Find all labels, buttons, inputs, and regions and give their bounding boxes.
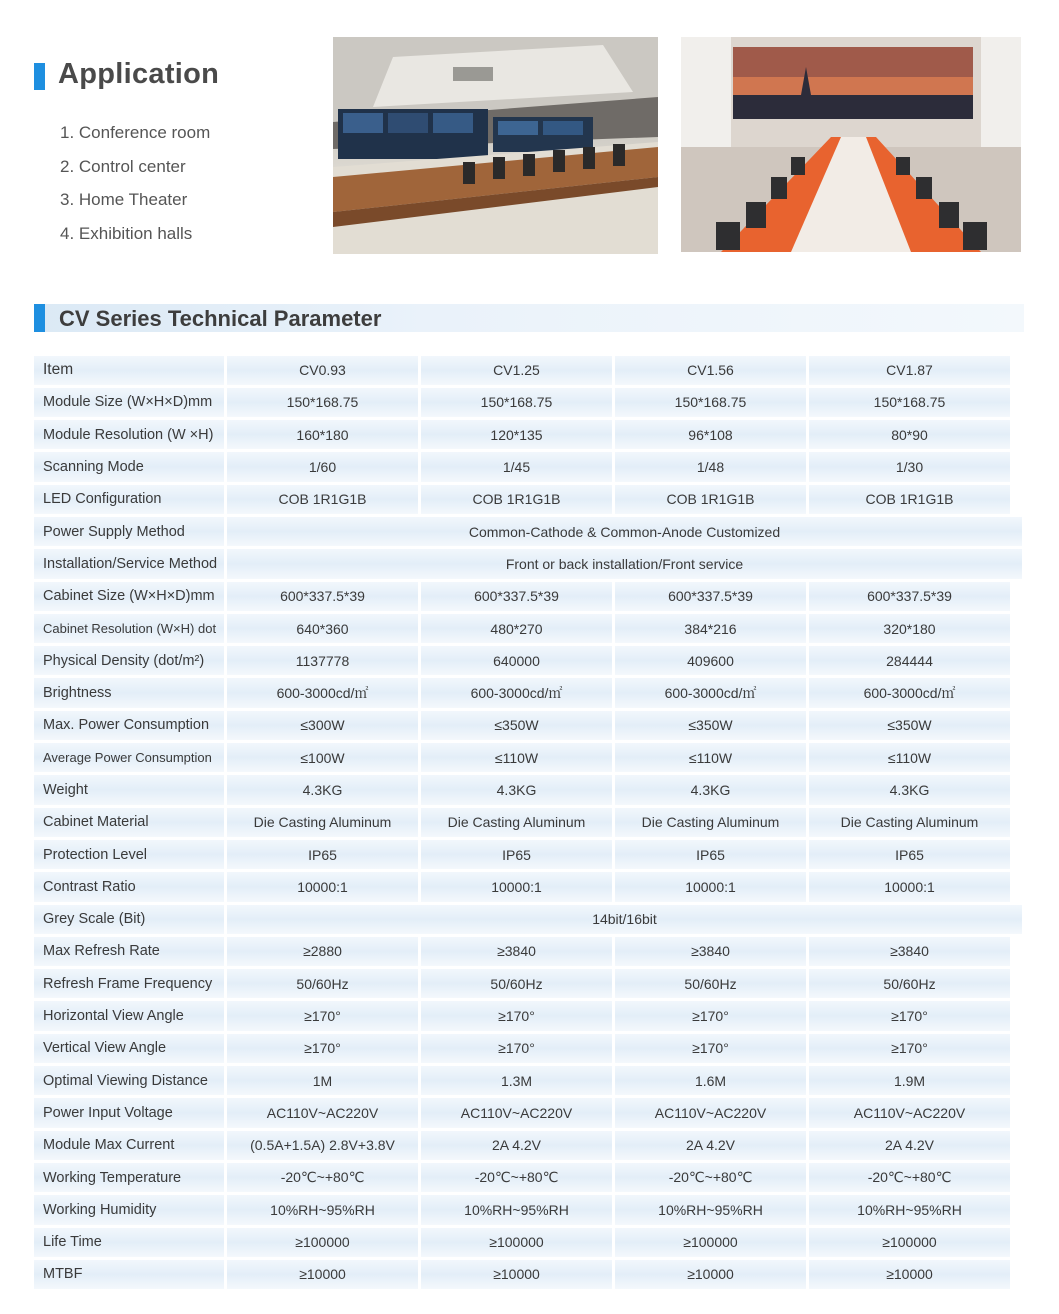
- row-value: 160*180: [227, 420, 418, 449]
- application-item: 1. Conference room: [60, 123, 211, 142]
- row-value: IP65: [809, 840, 1010, 869]
- row-value: 4.3KG: [227, 775, 418, 804]
- row-value-merged: Common-Cathode & Common-Anode Customized: [227, 517, 1022, 546]
- row-value: ≤350W: [809, 711, 1010, 740]
- row-label: Scanning Mode: [34, 452, 224, 481]
- row-value: ≥2880: [227, 937, 418, 966]
- row-value: ≥3840: [421, 937, 612, 966]
- header-cell-model: CV0.93: [227, 356, 418, 385]
- row-value: ≤350W: [615, 711, 806, 740]
- row-value: 2A 4.2V: [421, 1131, 612, 1160]
- table-row: [34, 1000, 1022, 1032]
- row-value: ≤300W: [227, 711, 418, 740]
- row-value: ≤110W: [615, 743, 806, 772]
- row-value: ≥170°: [615, 1001, 806, 1030]
- row-value: Die Casting Aluminum: [615, 808, 806, 837]
- row-value: ≥100000: [809, 1228, 1010, 1257]
- row-value: ≥10000: [809, 1260, 1010, 1289]
- conference-room-photo: [681, 37, 1021, 252]
- row-value: ≥170°: [809, 1034, 1010, 1063]
- row-value: 50/60Hz: [421, 969, 612, 998]
- row-value: -20℃~+80℃: [809, 1163, 1010, 1192]
- table-row: [34, 1129, 1022, 1161]
- row-value: ≥170°: [615, 1034, 806, 1063]
- row-value: 4.3KG: [615, 775, 806, 804]
- table-row: [34, 806, 1022, 838]
- row-value: ≥10000: [227, 1260, 418, 1289]
- row-value: 640000: [421, 646, 612, 675]
- row-label: Installation/Service Method: [34, 549, 224, 578]
- row-label: Grey Scale (Bit): [34, 905, 224, 934]
- row-value: 1.3M: [421, 1066, 612, 1095]
- row-label: Working Temperature: [34, 1163, 224, 1192]
- row-label: MTBF: [34, 1260, 224, 1289]
- row-value: 320*180: [809, 614, 1010, 643]
- table-row: [34, 871, 1022, 903]
- row-label: Cabinet Resolution (W×H) dot: [34, 614, 224, 643]
- row-label: Working Humidity: [34, 1195, 224, 1224]
- row-label: Cabinet Size (W×H×D)mm: [34, 582, 224, 611]
- table-row: [34, 774, 1022, 806]
- header-cell-item: Item: [34, 356, 224, 385]
- application-item: 4. Exhibition halls: [60, 223, 193, 243]
- row-value: 600-3000cd/㎡: [809, 678, 1010, 707]
- row-value: 50/60Hz: [615, 969, 806, 998]
- table-row: [34, 903, 1022, 935]
- row-value: 150*168.75: [227, 388, 418, 417]
- table-row: [34, 612, 1022, 644]
- row-label: Weight: [34, 775, 224, 804]
- header-cell-model: CV1.25: [421, 356, 612, 385]
- row-label: Power Supply Method: [34, 517, 224, 546]
- row-label: Protection Level: [34, 840, 224, 869]
- row-value: IP65: [227, 840, 418, 869]
- row-label: Module Max Current: [34, 1131, 224, 1160]
- row-value: ≤100W: [227, 743, 418, 772]
- row-value: 1/48: [615, 452, 806, 481]
- row-value: 1/60: [227, 452, 418, 481]
- parameter-table: [34, 354, 1022, 1291]
- row-value: 1.9M: [809, 1066, 1010, 1095]
- application-list: [60, 122, 210, 256]
- row-label: Max. Power Consumption: [34, 711, 224, 740]
- row-value: -20℃~+80℃: [421, 1163, 612, 1192]
- row-label: Refresh Frame Frequency: [34, 969, 224, 998]
- table-row: [34, 1226, 1022, 1258]
- row-value: 600-3000cd/㎡: [421, 678, 612, 707]
- row-value: -20℃~+80℃: [615, 1163, 806, 1192]
- row-label: Horizontal View Angle: [34, 1001, 224, 1030]
- application-item: 3. Home Theater: [60, 190, 188, 209]
- row-value: AC110V~AC220V: [615, 1098, 806, 1127]
- application-title: Application: [58, 58, 220, 90]
- control-center-illustration: [333, 37, 658, 254]
- row-value: 1137778: [227, 646, 418, 675]
- row-value: 409600: [615, 646, 806, 675]
- row-label: Contrast Ratio: [34, 872, 224, 901]
- row-value: 1.6M: [615, 1066, 806, 1095]
- table-row: [34, 742, 1022, 774]
- section-accent-bar: [34, 304, 45, 332]
- row-value: COB 1R1G1B: [421, 485, 612, 514]
- row-value: 10000:1: [227, 872, 418, 901]
- conference-room-illustration: [681, 37, 1021, 252]
- row-value: 10%RH~95%RH: [227, 1195, 418, 1224]
- row-value: -20℃~+80℃: [227, 1163, 418, 1192]
- row-value: AC110V~AC220V: [421, 1098, 612, 1127]
- row-label: Brightness: [34, 678, 224, 707]
- header-cell-model: CV1.56: [615, 356, 806, 385]
- row-label: Vertical View Angle: [34, 1034, 224, 1063]
- table-row: [34, 935, 1022, 967]
- row-value: 284444: [809, 646, 1010, 675]
- row-value: 50/60Hz: [227, 969, 418, 998]
- table-row: [34, 483, 1022, 515]
- row-value: 10%RH~95%RH: [615, 1195, 806, 1224]
- row-value: 384*216: [615, 614, 806, 643]
- table-row: [34, 968, 1022, 1000]
- row-label: LED Configuration: [34, 485, 224, 514]
- row-value: 150*168.75: [615, 388, 806, 417]
- table-row: [34, 838, 1022, 870]
- row-value-merged: Front or back installation/Front service: [227, 549, 1022, 578]
- row-value: ≥170°: [227, 1001, 418, 1030]
- row-value: ≥100000: [421, 1228, 612, 1257]
- table-row: [34, 1194, 1022, 1226]
- row-value: 10000:1: [809, 872, 1010, 901]
- row-value: 96*108: [615, 420, 806, 449]
- row-value: ≥170°: [421, 1034, 612, 1063]
- row-value: 1/45: [421, 452, 612, 481]
- row-value: Die Casting Aluminum: [421, 808, 612, 837]
- row-value: 600*337.5*39: [421, 582, 612, 611]
- table-row: [34, 1258, 1022, 1290]
- row-value: 640*360: [227, 614, 418, 643]
- row-value: 600*337.5*39: [227, 582, 418, 611]
- row-value: 120*135: [421, 420, 612, 449]
- row-value: COB 1R1G1B: [615, 485, 806, 514]
- row-value: ≥170°: [809, 1001, 1010, 1030]
- row-label: Max Refresh Rate: [34, 937, 224, 966]
- row-value: ≥3840: [615, 937, 806, 966]
- row-value: ≥170°: [227, 1034, 418, 1063]
- table-row: [34, 419, 1022, 451]
- row-value: 10000:1: [615, 872, 806, 901]
- application-item: 2. Control center: [60, 156, 186, 176]
- row-value: ≥3840: [809, 937, 1010, 966]
- row-value-merged: 14bit/16bit: [227, 905, 1022, 934]
- table-row: [34, 386, 1022, 418]
- row-value: IP65: [615, 840, 806, 869]
- row-value: 2A 4.2V: [615, 1131, 806, 1160]
- row-label: Life Time: [34, 1228, 224, 1257]
- row-value: 600-3000cd/㎡: [615, 678, 806, 707]
- row-value: ≥10000: [615, 1260, 806, 1289]
- row-label: Module Size (W×H×D)mm: [34, 388, 224, 417]
- row-value: 4.3KG: [809, 775, 1010, 804]
- row-value: 10000:1: [421, 872, 612, 901]
- row-value: ≤350W: [421, 711, 612, 740]
- table-row: [34, 451, 1022, 483]
- row-value: 600*337.5*39: [809, 582, 1010, 611]
- row-label: Physical Density (dot/m²): [34, 646, 224, 675]
- table-row: [34, 1161, 1022, 1193]
- row-value: 2A 4.2V: [809, 1131, 1010, 1160]
- row-value: ≥170°: [421, 1001, 612, 1030]
- row-value: ≤110W: [809, 743, 1010, 772]
- row-value: COB 1R1G1B: [227, 485, 418, 514]
- header-cell-model: CV1.87: [809, 356, 1010, 385]
- row-value: 480*270: [421, 614, 612, 643]
- row-value: 600-3000cd/㎡: [227, 678, 418, 707]
- row-value: 10%RH~95%RH: [809, 1195, 1010, 1224]
- row-value: AC110V~AC220V: [227, 1098, 418, 1127]
- row-label: Power Input Voltage: [34, 1098, 224, 1127]
- row-value: ≥100000: [615, 1228, 806, 1257]
- row-value: ≤110W: [421, 743, 612, 772]
- row-value: COB 1R1G1B: [809, 485, 1010, 514]
- row-value: Die Casting Aluminum: [809, 808, 1010, 837]
- section-accent-bar: [34, 63, 45, 90]
- row-value: AC110V~AC220V: [809, 1098, 1010, 1127]
- table-row: [34, 645, 1022, 677]
- table-row: [34, 1032, 1022, 1064]
- row-value: 150*168.75: [809, 388, 1010, 417]
- row-value: (0.5A+1.5A) 2.8V+3.8V: [227, 1131, 418, 1160]
- row-value: 10%RH~95%RH: [421, 1195, 612, 1224]
- row-label: Cabinet Material: [34, 808, 224, 837]
- control-center-photo: [333, 37, 658, 254]
- table-row: [34, 709, 1022, 741]
- row-value: 80*90: [809, 420, 1010, 449]
- row-value: IP65: [421, 840, 612, 869]
- row-value: 4.3KG: [421, 775, 612, 804]
- table-row: [34, 515, 1022, 547]
- row-label: Optimal Viewing Distance: [34, 1066, 224, 1095]
- row-label: Module Resolution (W ×H): [34, 420, 224, 449]
- table-row: [34, 1097, 1022, 1129]
- row-value: ≥10000: [421, 1260, 612, 1289]
- row-value: ≥100000: [227, 1228, 418, 1257]
- table-row: [34, 580, 1022, 612]
- table-header-row: [34, 354, 1022, 386]
- row-value: Die Casting Aluminum: [227, 808, 418, 837]
- table-row: [34, 548, 1022, 580]
- row-value: 150*168.75: [421, 388, 612, 417]
- row-value: 1/30: [809, 452, 1010, 481]
- row-value: 600*337.5*39: [615, 582, 806, 611]
- row-value: 50/60Hz: [809, 969, 1010, 998]
- table-row: [34, 677, 1022, 709]
- section-title: CV Series Technical Parameter: [59, 306, 382, 331]
- row-label: Average Power Consumption: [34, 743, 224, 772]
- row-value: 1M: [227, 1066, 418, 1095]
- table-row: [34, 1065, 1022, 1097]
